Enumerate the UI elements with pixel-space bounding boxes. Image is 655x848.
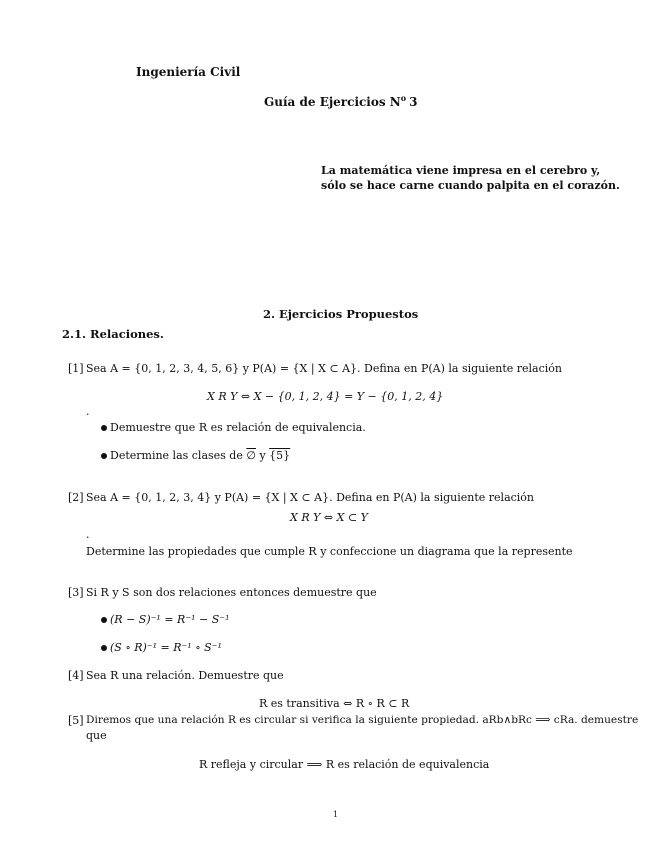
exercise-2-formula: X R Y ⇔ X ⊂ Y bbox=[290, 511, 368, 524]
exercise-1-bullet-1: Demuestre que R es relación de equivalencia. bbox=[110, 421, 366, 434]
exercise-1-bullet-2 bbox=[110, 449, 290, 462]
bullet-icon bbox=[101, 425, 107, 431]
bullet-icon bbox=[101, 645, 107, 651]
exercise-1-statement: Sea A = {0, 1, 2, 3, 4, 5, 6} y P(A) = {X | X ⊂ A}. Defina en P(A) la siguiente relación bbox=[86, 362, 563, 375]
page-number: 1 bbox=[333, 810, 339, 819]
subsection-title: 2.1. Relaciones. bbox=[62, 327, 164, 341]
exercise-3-number: [3] bbox=[68, 586, 84, 599]
class-five: {5} bbox=[269, 449, 291, 462]
exercise-5-number: [5] bbox=[68, 714, 84, 727]
quote-line-2: sólo se hace carne cuando palpita en el corazón. bbox=[321, 179, 620, 192]
exercise-4-statement: Sea R una relación. Demuestre que bbox=[86, 669, 284, 682]
exercise-1-number: [1] bbox=[68, 362, 84, 375]
exercise-5-statement-2: que bbox=[86, 729, 107, 742]
bullet-2-mid: y bbox=[255, 449, 270, 462]
section-title: 2. Ejercicios Propuestos bbox=[263, 307, 419, 321]
exercise-5-statement-1: Diremos que una relación R es circular si verifica la siguiente propiedad. aRb∧bRc ⟹ cRa. demuestre bbox=[86, 714, 639, 726]
bullet-icon bbox=[101, 453, 107, 459]
exercise-2-task: Determine las propiedades que cumple R y confeccione un diagrama que la represente bbox=[86, 545, 573, 558]
bullet-icon bbox=[101, 617, 107, 623]
exercise-3-statement: Si R y S son dos relaciones entonces demuestre que bbox=[86, 586, 377, 599]
quote-line-1: La matemática viene impresa en el cerebro y, bbox=[321, 164, 601, 177]
exercise-3-bullet-2: (S ∘ R)⁻¹ = R⁻¹ ∘ S⁻¹ bbox=[110, 641, 222, 654]
exercise-5-formula: R refleja y circular ⟹ R es relación de equivalencia bbox=[199, 758, 490, 771]
guide-title-text: Guía de Ejercicios N bbox=[264, 95, 401, 109]
guide-title bbox=[264, 93, 417, 109]
exercise-2-number: [2] bbox=[68, 491, 84, 504]
class-empty-set: ∅ bbox=[246, 449, 256, 462]
exercise-3-bullet-1: (R − S)⁻¹ = R⁻¹ − S⁻¹ bbox=[110, 613, 230, 626]
bullet-2-prefix: Determine las clases de bbox=[110, 449, 247, 462]
guide-number: 3 bbox=[409, 95, 418, 109]
exercise-4-formula: R es transitiva ⇔ R ∘ R ⊂ R bbox=[259, 697, 410, 710]
exercise-1-formula: X R Y ⇔ X − {0, 1, 2, 4} = Y − {0, 1, 2, 4} bbox=[207, 390, 444, 403]
epigraph-quote bbox=[321, 163, 620, 193]
exercise-2-dot: . bbox=[86, 528, 90, 541]
guide-number-sup: o bbox=[400, 93, 407, 103]
program-name: Ingeniería Civil bbox=[136, 65, 241, 79]
exercise-1-dot: . bbox=[86, 405, 90, 418]
exercise-2-statement: Sea A = {0, 1, 2, 3, 4} y P(A) = {X | X ⊂ A}. Defina en P(A) la siguiente relación bbox=[86, 491, 535, 504]
exercise-4-number: [4] bbox=[68, 669, 84, 682]
